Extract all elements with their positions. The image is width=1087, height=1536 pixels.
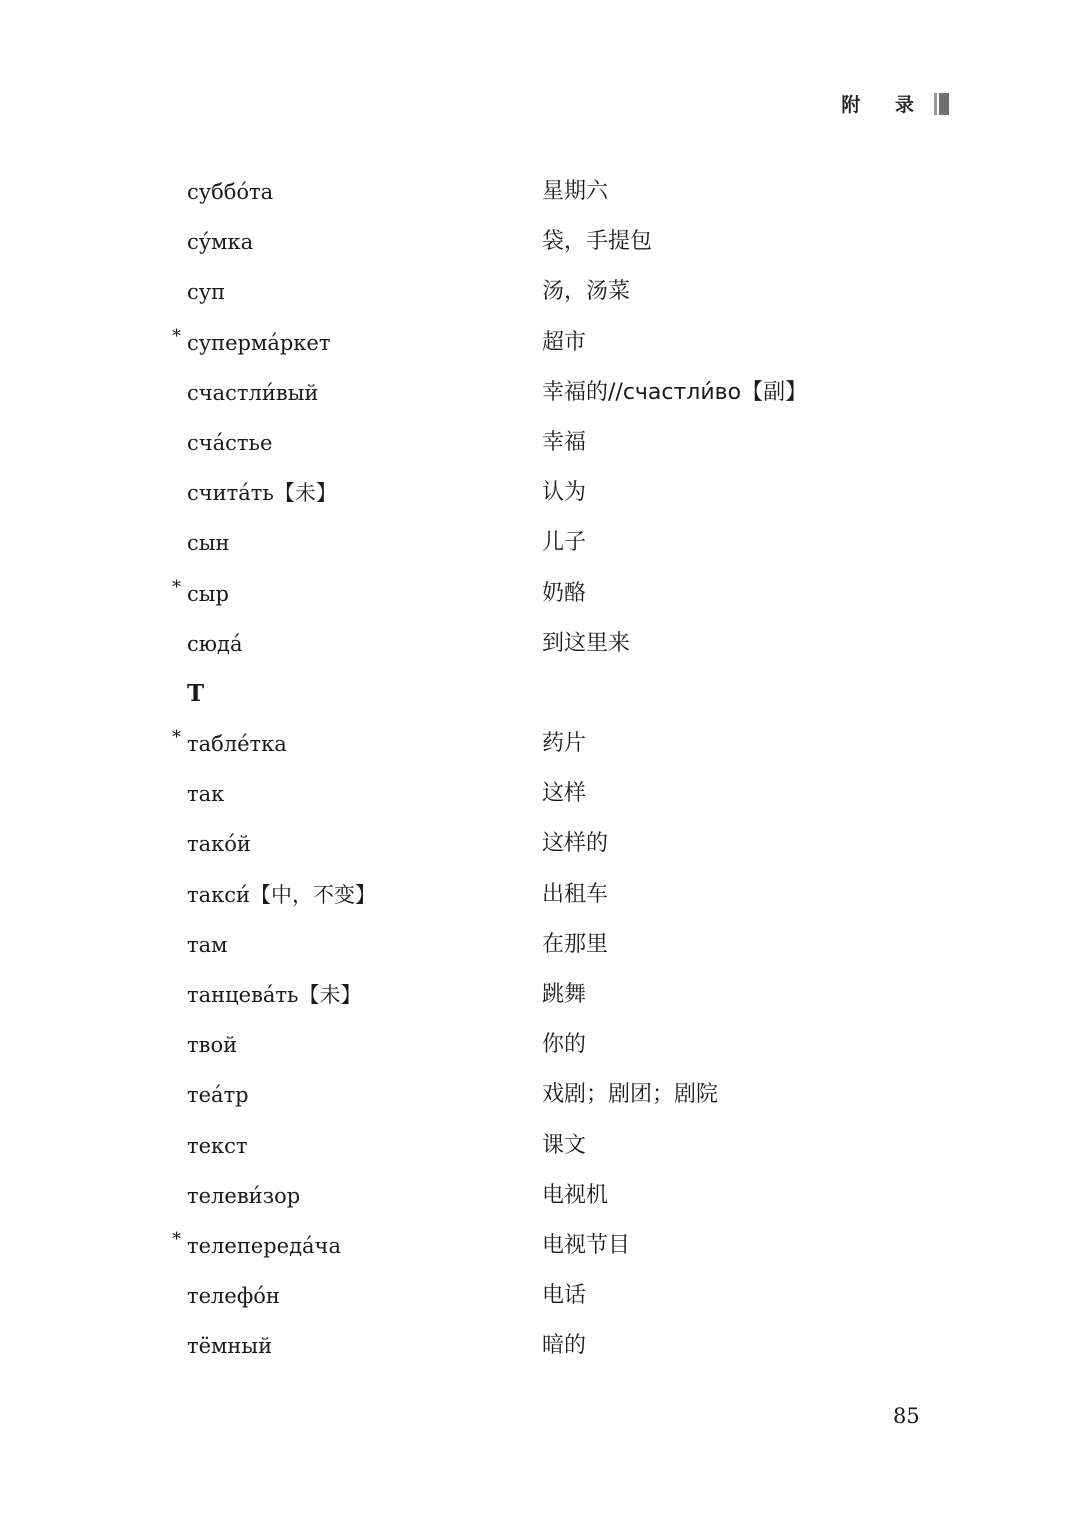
glossary-entry [0,819,1087,869]
russian-word-text: сыр [187,581,229,606]
russian-word [187,970,361,1020]
glossary-entry [0,719,1087,769]
chinese-translation: 课文 [542,1132,587,1158]
glossary-entry [0,468,1087,518]
russian-word [187,1020,237,1070]
chinese-translation: 超市 [542,329,587,355]
russian-word [187,1070,249,1120]
russian-word [187,920,227,970]
glossary-entry [0,970,1087,1020]
russian-word [187,468,337,518]
chinese-translation: 你的 [542,1032,587,1058]
glossary-entry [0,167,1087,217]
chinese-translation: 袋，手提包 [542,229,653,255]
russian-word-text: суперма́ркет [187,330,331,355]
russian-word-text: табле́тка [187,732,287,757]
chinese-translation: 认为 [542,480,587,506]
russian-word-text: телефо́н [187,1284,280,1309]
russian-word [187,1121,248,1171]
russian-word [187,318,330,368]
glossary-entry [0,1221,1087,1271]
chinese-translation: 这样的 [542,831,609,857]
glossary-entry [0,569,1087,619]
russian-word-text: танцева́ть [187,983,299,1007]
glossary-entry [0,318,1087,368]
page-number: 85 [893,1404,920,1428]
chinese-translation: 在那里 [542,931,609,957]
russian-word-text: суп [187,280,226,305]
russian-word [187,518,229,568]
russian-word-text: су́мка [187,230,254,255]
asterisk-mark: * [172,325,181,347]
glossary-entry [0,1020,1087,1070]
chinese-translation: 幸福的//счастли́во【副】 [542,379,808,405]
chinese-translation: 奶酪 [542,580,587,606]
russian-word-text: там [187,932,228,957]
russian-word [187,1171,300,1221]
glossary-entry [0,518,1087,568]
russian-word-text: суббо́та [187,180,274,204]
russian-word-text: счастли́вый [187,380,319,405]
chinese-translation: 跳舞 [542,982,587,1007]
grammar-tag: 【未】 [298,983,362,1007]
grammar-tag: 【中，不变】 [250,882,377,907]
entries-group-s [0,167,1087,669]
russian-word [187,819,251,869]
glossary-entry [0,1070,1087,1120]
russian-word [187,719,287,769]
section-letter: Т [187,679,205,707]
russian-word-text: сюда́ [187,631,243,656]
header-title: 附 录 [841,94,928,116]
russian-word-text: теа́тр [187,1083,249,1108]
russian-word-text: телеви́зор [187,1183,301,1208]
russian-word-text: тёмный [187,1334,273,1359]
chinese-translation: 这样 [542,781,587,807]
russian-word-text: сын [187,531,230,556]
header-bar-icon [934,93,949,115]
entries-group-t [0,719,1087,1371]
russian-word-text: телепереда́ча [187,1233,341,1258]
russian-word [187,167,273,217]
chinese-translation: 电视机 [542,1182,609,1208]
russian-word [187,1271,280,1321]
russian-word [187,569,229,619]
chinese-translation: 出租车 [542,881,609,907]
running-header [841,90,949,117]
russian-word-text: твой [187,1033,238,1058]
glossary-entry [0,1271,1087,1321]
asterisk-mark: * [172,1228,181,1250]
chinese-translation: 暗的 [542,1333,587,1359]
glossary-entry [0,1321,1087,1371]
glossary-entry [0,418,1087,468]
chinese-translation: 儿子 [542,530,587,556]
russian-word [187,769,224,819]
section-heading [0,669,1087,719]
glossary-entry [0,1171,1087,1221]
glossary-entry [0,769,1087,819]
russian-word [187,870,376,920]
chinese-translation: 到这里来 [542,630,631,656]
asterisk-mark: * [172,576,181,598]
glossary-entry [0,368,1087,418]
russian-word-text: текст [187,1133,248,1158]
asterisk-mark: * [172,727,181,749]
glossary-entry [0,267,1087,317]
russian-word [187,1221,341,1271]
glossary-entry [0,217,1087,267]
russian-word [187,267,225,317]
grammar-tag: 【未】 [273,481,337,506]
chinese-translation: 汤，汤菜 [542,279,631,305]
russian-word [187,368,318,418]
russian-word [187,217,253,267]
chinese-translation: 幸福 [542,429,587,455]
chinese-translation: 药片 [542,731,587,757]
glossary-entry [0,870,1087,920]
russian-word-text: такси́ [187,882,251,907]
russian-word [187,418,272,468]
glossary-list [0,167,1087,1372]
chinese-translation: 星期六 [542,179,609,204]
russian-word-text: счита́ть [187,481,274,506]
russian-word-text: сча́стье [187,430,273,455]
chinese-translation: 电话 [542,1283,587,1309]
russian-word [187,1321,272,1371]
russian-word-text: тако́й [187,832,251,857]
glossary-entry [0,920,1087,970]
chinese-translation: 电视节目 [542,1232,631,1258]
glossary-entry [0,1121,1087,1171]
chinese-translation: 戏剧；剧团；剧院 [542,1082,719,1108]
glossary-entry [0,619,1087,669]
russian-word-text: так [187,782,225,807]
russian-word [187,619,243,669]
